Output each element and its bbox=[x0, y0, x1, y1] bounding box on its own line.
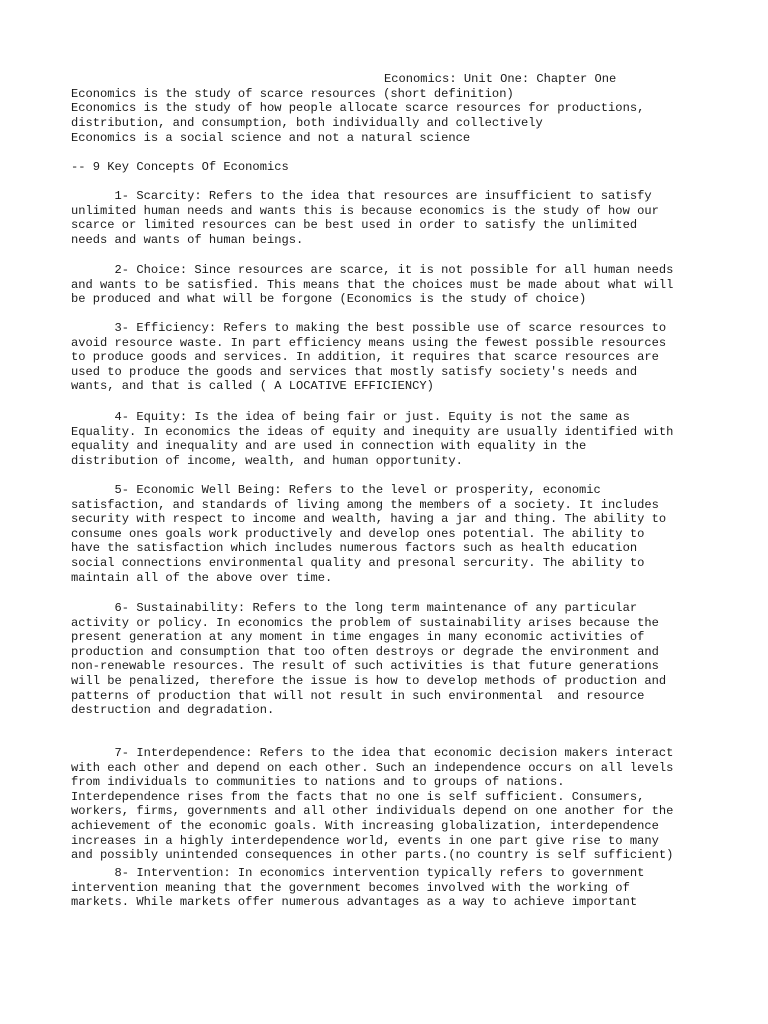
concept-paragraph-intervention: 8- Intervention: In economics intervention typically refers to government intervention meaning that the government becomes involved with the working of markets. While markets offer numerous advantages as a way to achieve important bbox=[71, 866, 645, 910]
concept-paragraph-sustainability: 6- Sustainability: Refers to the long term maintenance of any particular activity or policy. In economics the problem of sustainability arises because the present generation at any moment in time engages in many economic activities of production and consumption that too often destroys or degrade the environment and non-renewable resources. The result of such activities is that future generations will be penalized, therefore the issue is how to develop methods of production and patterns of production that will not result in such environmental and resource destruction and degradation. bbox=[71, 601, 667, 718]
concept-paragraph-choice: 2- Choice: Since resources are scarce, it is not possible for all human needs and wants to be satisfied. This means that the choices must be made about what will be produced and what will be forgone (Economics is the study of choice) bbox=[71, 263, 674, 307]
concept-paragraph-scarcity: 1- Scarcity: Refers to the idea that resources are insufficient to satisfy unlimited human needs and wants this is because economics is the study of how our scarce or limited resources can be best used in order to satisfy the unlimited needs and wants of human beings. bbox=[71, 189, 659, 247]
concept-paragraph-economic-well-being: 5- Economic Well Being: Refers to the level or prosperity, economic satisfaction, and standards of living among the members of a society. It includes security with respect to income and wealth, having a jar and thing. The ability to consume ones goals work productively and develop ones potential. The ability to have the satisfaction which includes numerous factors such as health education social connections environmental quality and presonal sercurity. The ability to maintain all of the above over time. bbox=[71, 483, 667, 585]
document-title: Economics: Unit One: Chapter One bbox=[384, 72, 617, 86]
concept-paragraph-interdependence: 7- Interdependence: Refers to the idea that economic decision makers interact with each other and depend on each other. Such an independence occurs on all levels from individuals to communities to nations and to groups of nations. Interdependence rises from the facts that no one is self sufficient. Consumers, workers, firms, governments and all other individuals depend on one another for the achievement of the economic goals. With increasing globalization, interdependence increases in a highly interdependence world, events in one part give rise to many and possibly unintended consequences in other parts.(no country is self sufficient) bbox=[71, 746, 674, 863]
section-heading: -- 9 Key Concepts Of Economics bbox=[71, 160, 289, 174]
concept-paragraph-efficiency: 3- Efficiency: Refers to making the best possible use of scarce resources to avoid resource waste. In part efficiency means using the fewest possible resources to produce goods and services. In addition, it requires that scarce resources are used to produce the goods and services that mostly satisfy society's needs and wants, and that is called ( A LOCATIVE EFFICIENCY) bbox=[71, 321, 667, 394]
definition-line: Economics is the study of scarce resources (short definition) bbox=[71, 87, 514, 101]
definition-line: Economics is a social science and not a natural science bbox=[71, 131, 471, 145]
concept-paragraph-equity: 4- Equity: Is the idea of being fair or just. Equity is not the same as Equality. In economics the ideas of equity and inequity are usually identified with equality and inequality and are used in connection with equality in the distribution of income, wealth, and human opportunity. bbox=[71, 410, 674, 468]
definition-line: Economics is the study of how people allocate scarce resources for productions, distribution, and consumption, both individually and collectively bbox=[71, 101, 645, 130]
